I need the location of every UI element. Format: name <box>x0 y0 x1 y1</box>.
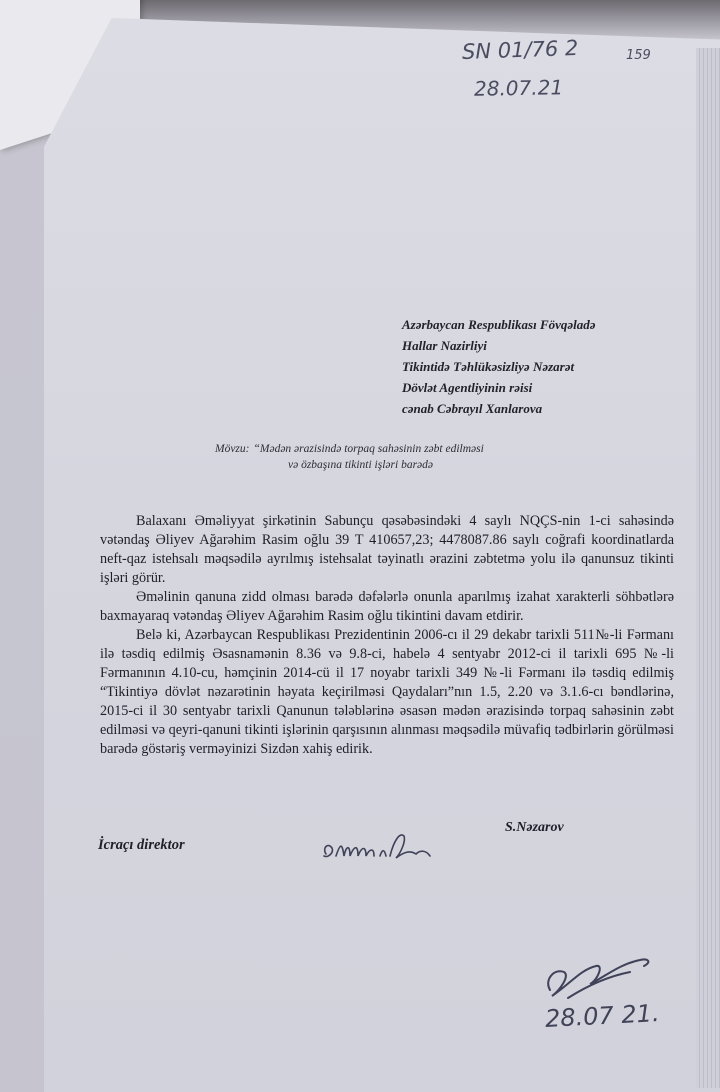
subject-text-line-1: “Mədən ərazisində torpaq sahəsinin zəbt edilməsi <box>253 443 484 455</box>
stacked-page-edges <box>696 48 720 1088</box>
addressee-line: Hallar Nazirliyi <box>402 338 487 353</box>
addressee-line: Dövlət Agentliyinin rəisi <box>402 380 533 395</box>
subject-label: Mövzu: <box>215 443 250 455</box>
body-paragraph: Balaxanı Əməliyyat şirkətinin Sabunçu qəsəbəsindəki 4 saylı NQÇS-nin 1-ci sahəsində vətəndaş Əliyev Ağarəhim Rasim oğlu 39 T 410657,23; 4478087.86 saylı coğrafi koordinatlarda neft-qaz istehsalı məqsədilə ayrılmış istehsalat təyinatlı ərazini zəbtetmə yolu ilə qanunsuz tikinti işləri görür. <box>100 513 674 586</box>
registration-date: 28.07.21 <box>473 75 564 101</box>
registration-number: SN 01/76 2 <box>461 35 579 65</box>
subject-text-line-2: və özbaşına tikinti işləri barədə <box>288 459 434 471</box>
resolution-date: 28.07 21. <box>544 999 661 1033</box>
body-paragraph: Belə ki, Azərbaycan Respublikası Prezidentinin 2006-cı il 29 dekabr tarixli 511№-li Fərmanı ilə təsdiq edilmiş Əsasnamənin 8.36 və 9.8-ci, habelə 4 sentyabr 2012-ci il tarixli 695 №-li Fərmanının 4.10-cu, həmçinin 2014-cü il 17 noyabr tarixli 349 №-li Fərmanı ilə təsdiq edilmiş “Tikintiyə dövlət nəzarətinin həyata keçirilməsi Qaydaları”nın 1.5, 2.20 və 3.1.6-cı bəndlərinə, 2015-ci il 30 sentyabr tarixli Qanunun tələblərinə əsasən mədən ərazisində torpaq sahəsinin zəbt edilməsi və qeyri-qanuni tikinti işlərinin qarşısının alınması məqsədilə müvafiq tədbirlərin görülməsi barədə göstəriş verməyinizi Sizdən xahiş edirik. <box>100 627 674 757</box>
page-number: 159 <box>626 48 651 63</box>
addressee-line: cənab Cəbrayıl Xanlarova <box>402 401 543 416</box>
addressee-line: Tikintidə Təhlükəsizliyə Nəzarət <box>402 359 575 374</box>
letter-body <box>100 512 674 759</box>
subject-line <box>215 441 555 473</box>
body-paragraph: Əməlinin qanuna zidd olması barədə dəfələrlə onunla aparılmış izahat xarakterli söhbətlərə baxmayaraq vətəndaş Əliyev Ağarəhim Rasim oğlu tikintini davam etdirir. <box>100 589 674 624</box>
addressee-line: Azərbaycan Respublikası Fövqəladə <box>402 317 596 332</box>
director-signature <box>320 826 440 866</box>
signer-name: S.Nəzarov <box>505 820 564 835</box>
addressee-block <box>402 314 702 419</box>
signer-title: İcraçı direktor <box>98 837 185 853</box>
